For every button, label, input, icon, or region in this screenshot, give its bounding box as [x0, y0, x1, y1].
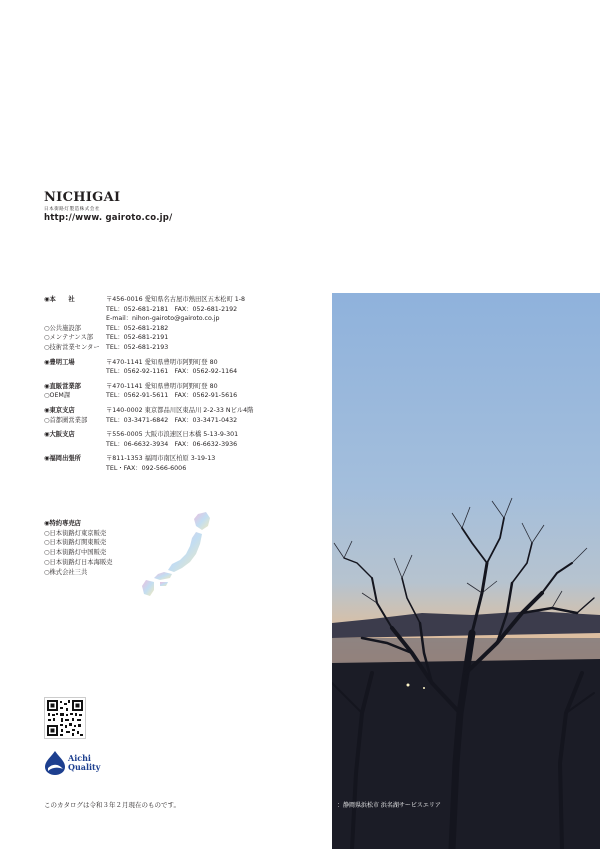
logo-wordmark: NICHIGAI	[44, 190, 121, 205]
aichi-quality-icon	[44, 750, 66, 776]
office-detail: E-mail：nihon-gairoto@gairoto.co.jp	[106, 315, 220, 323]
office-name: ○メンテナンス部	[44, 334, 94, 342]
directory-row	[44, 440, 304, 450]
office-detail: 〒811-1353 福岡市南区柏原 3-19-13	[106, 455, 216, 463]
office-name	[44, 367, 106, 377]
office-detail: 〒470-1141 愛知県豊明市阿野町登 80	[106, 382, 218, 390]
japan-map-icon	[140, 510, 212, 602]
office-directory	[44, 295, 304, 474]
directory-row	[44, 430, 304, 440]
office-name: ◉豊明工場	[44, 358, 75, 366]
directory-row	[44, 324, 304, 334]
dealer-list	[44, 519, 112, 577]
directory-row	[44, 454, 304, 464]
office-detail: 〒140-0002 東京都品川区東品川 2-2-33 Nビル4階	[106, 406, 254, 414]
photo-caption: ：静岡県浜松市 浜名湖サービスエリア	[337, 802, 441, 809]
office-detail: 〒470-1141 愛知県豊明市阿野町登 80	[106, 358, 218, 366]
aichi-quality-mark	[44, 750, 100, 776]
office-detail: TEL：06-6632-3934 FAX：06-6632-3936	[106, 440, 238, 448]
qr-code[interactable]	[44, 697, 86, 739]
office-detail: TEL：052-681-2191	[106, 334, 169, 342]
directory-row	[44, 464, 304, 474]
office-name: ◉福岡出張所	[44, 455, 81, 463]
office-name: ◉本 社	[44, 296, 75, 303]
directory-row	[44, 391, 304, 401]
dealer-item: ○日本街路灯関東販売	[44, 539, 107, 547]
office-name: ○技術営業センター	[44, 343, 100, 351]
office-name: ○首都圏営業部	[44, 416, 88, 424]
directory-row	[44, 416, 304, 426]
dealer-item: ○日本街路灯中国販売	[44, 549, 107, 557]
office-name: ◉東京支店	[44, 406, 75, 414]
office-name: ○OEM課	[44, 392, 71, 400]
directory-row	[44, 406, 304, 416]
office-name	[44, 314, 106, 324]
catalog-date-note: このカタログは令和３年２月現在のものです。	[44, 801, 180, 809]
directory-row	[44, 314, 304, 324]
directory-row	[44, 358, 304, 368]
office-name: ◉大阪支店	[44, 431, 75, 439]
company-logo	[44, 191, 120, 212]
office-detail: TEL：03-3471-6842 FAX：03-3471-0432	[106, 416, 238, 424]
directory-row	[44, 295, 304, 305]
office-detail: 〒556-0005 大阪市浪速区日本橋 5-13-9-301	[106, 431, 239, 439]
website-link[interactable]: http://www. gairoto.co.jp/	[44, 213, 173, 223]
office-name: ○公共施設部	[44, 324, 81, 332]
qr-code-icon	[45, 698, 85, 738]
dusk-tree-photo	[332, 293, 600, 849]
office-name	[44, 464, 106, 474]
dealer-item: ○日本街路灯東京販売	[44, 529, 107, 537]
office-detail: TEL：052-681-2193	[106, 343, 169, 351]
dealer-item: ○日本街路灯日本海販売	[44, 558, 113, 566]
directory-row	[44, 305, 304, 315]
office-name	[44, 440, 106, 450]
landscape-photo	[332, 293, 600, 849]
directory-row	[44, 343, 304, 353]
office-detail: TEL：0562-91-5611 FAX：0562-91-5616	[106, 392, 238, 400]
office-detail: 〒456-0016 愛知県名古屋市熱田区五本松町 1-8	[106, 296, 246, 303]
office-name: ◉直販営業部	[44, 382, 81, 390]
aichi-quality-line2: Quality	[68, 762, 101, 772]
directory-row	[44, 367, 304, 377]
dealer-item: ○株式会社三共	[44, 568, 88, 576]
logo-company-name: 日本街路灯製造株式会社	[44, 207, 101, 212]
directory-row	[44, 382, 304, 392]
office-detail: TEL：0562-92-1161 FAX：0562-92-1164	[106, 368, 238, 376]
dealer-heading: ◉特約専売店	[44, 520, 81, 527]
aichi-quality-line1: Aichi	[68, 753, 91, 763]
office-detail: TEL・FAX：092-566-6006	[106, 464, 187, 472]
office-detail: TEL：052-681-2181 FAX：052-681-2192	[106, 305, 238, 313]
directory-row	[44, 333, 304, 343]
office-name	[44, 305, 106, 315]
office-detail: TEL：052-681-2182	[106, 324, 169, 332]
